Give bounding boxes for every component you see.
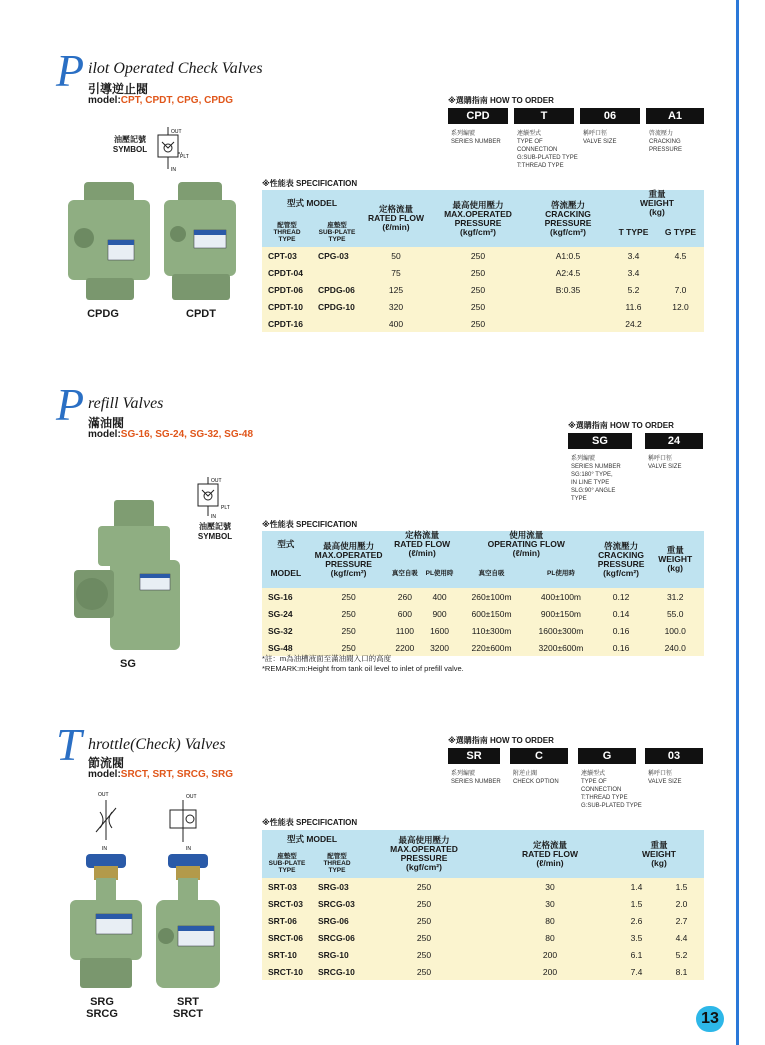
order-code-connection: T [514, 108, 574, 124]
table-cell: 250 [430, 315, 526, 332]
table-cell: 400 [422, 588, 457, 605]
table-cell: 200 [486, 963, 614, 980]
table-cell: 600±150m [457, 605, 526, 622]
how-to-order-label: ※選購指南 HOW TO ORDER [448, 736, 554, 745]
spec-label: ※性能表 SPECIFICATION [262, 520, 358, 529]
table-cell: 3.4 [610, 247, 657, 264]
table-cell [526, 298, 610, 315]
spec-table-pilot-check [262, 190, 704, 332]
table-cell: 5.2 [610, 281, 657, 298]
table-cell: 250 [310, 605, 388, 622]
th-rated-flow: 定格流量 RATED FLOW (ℓ/min) [388, 531, 457, 558]
order-code-size: 24 [645, 433, 703, 449]
title-initial: P [56, 379, 85, 430]
th-rated-flow: 定格流量 RATED FLOW (ℓ/min) [362, 190, 430, 247]
table-cell: 250 [362, 929, 486, 946]
table-cell: SG-16 [262, 588, 310, 605]
svg-text:PLT: PLT [180, 154, 189, 160]
table-cell: 80 [486, 929, 614, 946]
section-title-cn: 節流閥 [88, 756, 125, 770]
title-initial: P [56, 45, 85, 96]
table-row [262, 247, 704, 264]
table-cell: 200 [486, 946, 614, 963]
svg-text:IN: IN [211, 514, 216, 520]
table-cell: 0.14 [596, 605, 647, 622]
table-cell: 260±100m [457, 588, 526, 605]
table-cell: 2.6 [614, 912, 659, 929]
svg-text:OUT: OUT [98, 792, 109, 798]
table-cell: 125 [362, 281, 430, 298]
th-thread-type: 配管型 THREAD TYPE [312, 848, 362, 878]
table-cell: CPG-03 [312, 247, 362, 264]
table-cell [657, 264, 704, 281]
table-row [262, 588, 704, 605]
table-cell: 400 [362, 315, 430, 332]
th-rated-flow: 定格流量 RATED FLOW (ℓ/min) [486, 830, 614, 878]
order-code-check: C [510, 748, 568, 764]
table-cell: 0.12 [596, 588, 647, 605]
table-cell: 3.4 [610, 264, 657, 281]
order-code-size: 03 [645, 748, 703, 764]
table-cell: 250 [430, 264, 526, 281]
table-row [262, 912, 704, 929]
table-cell: 250 [430, 298, 526, 315]
th-sub-plate-type: 座墊型 SUB-PLATE TYPE [312, 217, 362, 247]
table-cell: 7.0 [657, 281, 704, 298]
srt-valve-image [152, 852, 224, 992]
table-cell: 2.0 [659, 895, 704, 912]
table-cell: B:0.35 [526, 281, 610, 298]
svg-text:PLT: PLT [221, 505, 230, 511]
table-cell: SRG-10 [312, 946, 362, 963]
table-cell: 1.5 [614, 895, 659, 912]
symbol-label: 油壓記號 SYMBOL [197, 522, 233, 541]
cpdg-valve-image [64, 178, 154, 304]
page-number-badge: 13 [696, 1006, 724, 1032]
table-cell: 220±600m [457, 639, 526, 656]
table-cell: SRCG-10 [312, 963, 362, 980]
table-cell: 3200±600m [526, 639, 595, 656]
order-desc-check: 附逆止閥 CHECK OPTION [513, 771, 559, 785]
table-cell [526, 315, 610, 332]
th-operating-flow: 使用流量 OPERATING FLOW (ℓ/min) [457, 531, 596, 558]
table-row [262, 281, 704, 298]
section-title: hrottle(Check) Valves [88, 736, 226, 753]
table-cell: 8.1 [659, 963, 704, 980]
table-cell: 0.16 [596, 639, 647, 656]
srg-valve-image [66, 852, 146, 992]
th-rated-pl: PL使用時 [422, 558, 457, 588]
spec-label: ※性能表 SPECIFICATION [262, 179, 358, 188]
spec-label: ※性能表 SPECIFICATION [262, 818, 358, 827]
throttle-check-symbol-icon [166, 792, 206, 852]
table-cell: 240.0 [646, 639, 704, 656]
table-cell: 31.2 [646, 588, 704, 605]
model-line: model:SG-16, SG-24, SG-32, SG-48 [88, 429, 254, 440]
how-to-order-label: ※選購指南 HOW TO ORDER [568, 421, 674, 430]
th-cracking: 啓流壓力 CRACKING PRESSURE (kgf/cm²) [596, 531, 647, 588]
how-to-order-label: ※選購指南 HOW TO ORDER [448, 96, 554, 105]
table-cell: 1100 [388, 622, 423, 639]
section-title-cn: 滿油閥 [88, 416, 125, 430]
table-cell: 250 [362, 912, 486, 929]
th-cracking: 啓流壓力 CRACKING PRESSURE (kgf/cm²) [526, 190, 610, 247]
svg-text:IN: IN [102, 846, 107, 852]
table-cell: 4.4 [659, 929, 704, 946]
table-cell: 24.2 [610, 315, 657, 332]
order-desc-size: 稱呼口徑 VALVE SIZE [648, 456, 682, 470]
table-cell: CPDG-10 [312, 298, 362, 315]
table-cell: CPDT-04 [262, 264, 312, 281]
table-cell: 7.4 [614, 963, 659, 980]
th-op-pl: PL使用時 [526, 558, 595, 588]
table-cell: 2.7 [659, 912, 704, 929]
order-desc-size: 稱呼口徑 VALVE SIZE [648, 771, 682, 785]
table-cell: 250 [430, 281, 526, 298]
th-model: 型式 MODEL [262, 190, 362, 217]
table-cell: SRT-06 [262, 912, 312, 929]
spec-table-prefill [262, 531, 704, 656]
table-cell: SRT-10 [262, 946, 312, 963]
image-caption-sg: SG [120, 658, 136, 670]
table-cell: 250 [362, 946, 486, 963]
image-caption-srg: SRG SRCG [86, 996, 118, 1020]
table-cell: SRG-03 [312, 878, 362, 895]
table-cell: SRCG-06 [312, 929, 362, 946]
table-cell: 3.5 [614, 929, 659, 946]
th-model: 型式 MODEL [262, 830, 362, 848]
order-code-connection: G [578, 748, 636, 764]
table-row [262, 963, 704, 980]
table-cell: 250 [310, 639, 388, 656]
symbol-label: 油壓記號 SYMBOL [112, 135, 148, 154]
table-cell: 4.5 [657, 247, 704, 264]
remark-cn: *註：m為油槽液面至滿油閥入口的高度 [262, 654, 392, 663]
th-weight: 重量 WEIGHT (kg) [646, 531, 704, 588]
throttle-symbol-icon [90, 788, 124, 852]
order-code-cracking: A1 [646, 108, 704, 124]
th-weight: 重量 WEIGHT (kg) [610, 190, 704, 217]
table-row [262, 929, 704, 946]
table-cell: 80 [486, 912, 614, 929]
table-cell: 1.5 [659, 878, 704, 895]
table-cell: 900 [422, 605, 457, 622]
order-desc-series: 系列編號 SERIES NUMBER SG:180° TYPE, IN LINE TYPE SLG:90° ANGLE TYPE [571, 456, 621, 502]
order-desc-series: 系列編號 SERIES NUMBER [451, 771, 501, 785]
table-cell: 75 [362, 264, 430, 281]
table-cell: CPDT-06 [262, 281, 312, 298]
table-cell: 1.4 [614, 878, 659, 895]
th-rated-empty: 真空自吸 [388, 558, 423, 588]
svg-text:IN: IN [186, 846, 191, 852]
table-cell: CPDT-10 [262, 298, 312, 315]
th-thread-type: 配管型 THREAD TYPE [262, 217, 312, 247]
table-cell: 11.6 [610, 298, 657, 315]
th-sub-plate-type: 座墊型 SUB-PLATE TYPE [262, 848, 312, 878]
th-pressure: 最高使用壓力 MAX.OPERATED PRESSURE (kgf/cm²) [310, 531, 388, 588]
table-cell: CPT-03 [262, 247, 312, 264]
order-desc-connection: 連續型式 TYPE OF CONNECTION T:THREAD TYPE G:SUB-PLATED TYPE [581, 771, 642, 809]
order-desc-series: 系列編號 SERIES NUMBER [451, 131, 501, 145]
table-row [262, 605, 704, 622]
table-cell: 1600 [422, 622, 457, 639]
table-cell: 100.0 [646, 622, 704, 639]
th-t-type: T TYPE [610, 217, 657, 247]
page-border-line [736, 0, 739, 1045]
table-cell: 55.0 [646, 605, 704, 622]
table-cell: SRG-06 [312, 912, 362, 929]
svg-text:OUT: OUT [211, 478, 222, 484]
order-desc-connection: 連續型式 TYPE OF CONNECTION G:SUB-PLATED TYPE T:THREAD TYPE [517, 131, 578, 169]
image-caption-cpdg: CPDG [87, 308, 119, 320]
model-line: model:CPT, CPDT, CPG, CPDG [88, 95, 234, 106]
table-cell: SRT-03 [262, 878, 312, 895]
table-cell: 260 [388, 588, 423, 605]
table-cell: 3200 [422, 639, 457, 656]
svg-text:IN: IN [171, 167, 176, 173]
th-pressure: 最高使用壓力 MAX.OPERATED PRESSURE (kgf/cm²) [430, 190, 526, 247]
table-row [262, 878, 704, 895]
image-caption-srt: SRT SRCT [173, 996, 203, 1020]
order-code-size: 06 [580, 108, 640, 124]
table-cell: 250 [310, 588, 388, 605]
table-cell: 320 [362, 298, 430, 315]
table-cell: A1:0.5 [526, 247, 610, 264]
table-cell: SRCT-03 [262, 895, 312, 912]
order-code-series: SG [568, 433, 632, 449]
order-code-series: CPD [448, 108, 508, 124]
svg-text:OUT: OUT [186, 794, 197, 800]
table-cell: SRCT-06 [262, 929, 312, 946]
table-cell: 250 [362, 878, 486, 895]
table-cell: 600 [388, 605, 423, 622]
image-caption-cpdt: CPDT [186, 308, 216, 320]
table-cell [312, 315, 362, 332]
table-row [262, 946, 704, 963]
table-cell: 50 [362, 247, 430, 264]
table-cell: A2:4.5 [526, 264, 610, 281]
table-row [262, 895, 704, 912]
table-cell: 400±100m [526, 588, 595, 605]
table-row [262, 315, 704, 332]
table-cell: SRCG-03 [312, 895, 362, 912]
section-title: ilot Operated Check Valves [88, 60, 263, 77]
table-cell: SG-32 [262, 622, 310, 639]
table-cell: 250 [430, 247, 526, 264]
table-cell: 2200 [388, 639, 423, 656]
table-cell: CPDT-16 [262, 315, 312, 332]
title-initial: T [56, 719, 82, 770]
table-cell: 30 [486, 878, 614, 895]
remark-en: *REMARK:m:Height from tank oil level to inlet of prefill valve. [262, 664, 464, 673]
th-weight: 重量 WEIGHT (kg) [614, 830, 704, 878]
table-cell: 110±300m [457, 622, 526, 639]
check-valve-symbol-icon [152, 125, 192, 173]
section-title-cn: 引導逆止閥 [88, 82, 149, 96]
table-cell [657, 315, 704, 332]
order-desc-size: 稱呼口徑 VALVE SIZE [583, 131, 617, 145]
th-g-type: G TYPE [657, 217, 704, 247]
table-row [262, 298, 704, 315]
sg-valve-image [70, 498, 192, 658]
table-cell: 5.2 [659, 946, 704, 963]
table-cell: 12.0 [657, 298, 704, 315]
table-cell: 250 [362, 963, 486, 980]
table-cell [312, 264, 362, 281]
th-type: 型式 [262, 531, 310, 558]
table-cell: 900±150m [526, 605, 595, 622]
cpdt-valve-image [160, 178, 240, 304]
table-cell: CPDG-06 [312, 281, 362, 298]
order-code-series: SR [448, 748, 500, 764]
table-cell: 6.1 [614, 946, 659, 963]
order-desc-cracking: 啓流壓力 CRACKING PRESSURE [649, 131, 683, 153]
table-cell: 30 [486, 895, 614, 912]
svg-text:OUT: OUT [171, 129, 182, 135]
table-cell: SG-48 [262, 639, 310, 656]
table-cell: SG-24 [262, 605, 310, 622]
table-cell: 1600±300m [526, 622, 595, 639]
table-cell: SRCT-10 [262, 963, 312, 980]
table-row [262, 264, 704, 281]
model-line: model:SRCT, SRT, SRCG, SRG [88, 769, 234, 780]
table-row [262, 622, 704, 639]
section-title: refill Valves [88, 395, 164, 412]
th-pressure: 最高使用壓力 MAX.OPERATED PRESSURE (kgf/cm²) [362, 830, 486, 878]
th-model: MODEL [262, 558, 310, 588]
table-cell: 250 [362, 895, 486, 912]
th-op-empty: 真空自吸 [457, 558, 526, 588]
prefill-valve-symbol-icon [194, 476, 234, 520]
table-cell: 250 [310, 622, 388, 639]
table-cell: 0.16 [596, 622, 647, 639]
spec-table-throttle [262, 830, 704, 980]
